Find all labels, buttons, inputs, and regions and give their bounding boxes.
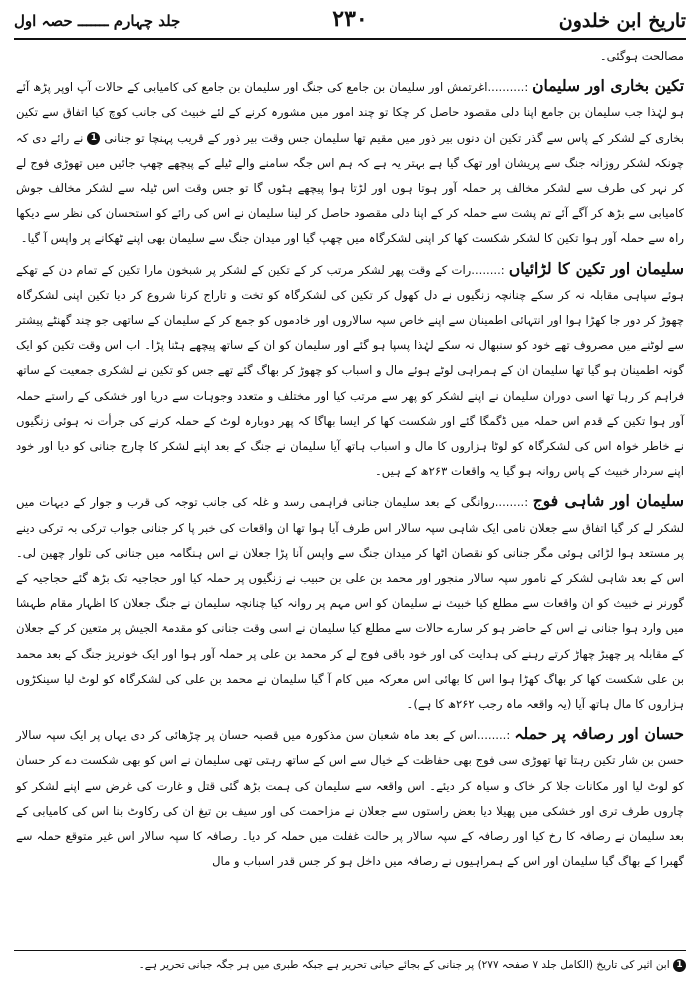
footnote-text: ابن اثیر کی تاریخ (الکامل جلد ۷ صفحہ ۲۷۷) پر جنانی کے بجائے حیانی تحریر ہے جبکہ طبری میں ہر جگہ جبانی تحریر ہے۔ [138, 959, 670, 971]
footnote-rule [14, 950, 686, 951]
page-header [14, 6, 686, 36]
footnote-number-icon: 1 [673, 959, 686, 972]
lead-line: مصالحت ہوگئی۔ [599, 49, 684, 63]
section-3 [16, 488, 684, 717]
section-text-cont: نے رائے دی کہ چونکہ لشکر روزانہ جنگ سے پریشان اور تھک گیا ہے بہتر یہ ہے کہ ہم اس جگہ سامنے والے ٹیلے کے پیچھے چھپ جائیں میں تھوڑی فوج لے کر نہر کی طرف سے لشکر مخالف پر حملہ آور ہوتا ہوں اور لڑتا ہوا پیچھے ہٹوں گا تو جس وقت اس ٹیلہ سے لشکر مخالف جوش کامیابی سے بڑھ کر آگے آئے تم پشت سے حملہ کر کے اپنا دلی مقصود حاصل کر لینا سلیمان نے اس کی رائے کو استحسان کی نظر سے دیکھا راہ سے حملہ آور ہوا تکین کا لشکر شکست کھا کر اپنی لشکرگاہ میں چھپ گیا اور میدان جنگ سے سلیمان بھی اپنے ٹھکانے پر واپس آ گیا۔ [16, 130, 684, 246]
section-2 [16, 256, 684, 485]
header-rule [14, 38, 686, 40]
section-heading: سلیمان اور تکین کا لڑائیاں [508, 258, 685, 278]
section-heading: سلیمان اور شاہی فوج [532, 491, 684, 511]
book-title: تاریخ ابن خلدون [558, 10, 686, 32]
section-1 [16, 73, 684, 251]
section-text: :..........اغرتمش اور سلیمان بن جامع کی جنگ اور سلیمان بن جامع کی کامیابی کے حالات آپ اوپر پڑھ آئے ہو لہٰذا جب سلیمان بن جامع اپنا دلی مقصود حاصل کر چکا تو چند امور میں مشورہ کرنے کے لئے خبیث کی جانب کوچ کیا اتفاق سے تکین بخاری کے لشکر کے پاس سے گذر تکین ان دنوں بیر ذور میں مقیم تھا سلیمان جس وقت بیر ذور کے قریب پہنچا تو جنانی [16, 80, 685, 145]
section-4 [16, 721, 684, 874]
footnote [14, 956, 686, 974]
page-number: ۲۳۰ [332, 6, 368, 32]
volume-label: جلد چہارم ـــــــ حصہ اول [14, 12, 181, 30]
section-text: :........اس کے بعد ماہ شعبان سن مذکورہ میں قصبہ حسان پر چڑھائی کر دی یہاں پر ایک سپہ سالار حسن بن شار تکین رہتا تھا تھوڑی سی فوج بھی حفاظت کے خیال سے اس کے ساتھ رہتی تھی سلیمان نے اس کو بھی شکست دے کر حسان کو لوٹ لیا اور مکانات جلا کر خاک و سیاہ کر دیئے۔ اس واقعہ سے سلیمان کی ہمت بڑھ گئی قتل و غارت کی غرض سے اپنے لشکر کو چاروں طرف تری اور خشکی میں پھیلا دیا بعض راستوں سے جعلان نے مزاحمت کی اور سیف بن تیغ ان کی رکاوٹ بنا اس کی کامیابی کے بعد سلیمان نے رصافہ کا رخ کیا اور رصافہ کے سپہ سالار پر حالت غفلت میں حملہ کر دیا۔ رصافہ کا سپہ سالار اس غیر متوقع حملہ سے گھبرا کے بھاگ گیا سلیمان اور اس کے ہمراہیوں نے رصافہ میں داخل ہو کر جس قدر اسباب و مال [16, 728, 684, 869]
page-body [16, 44, 684, 879]
section-heading: تکین بخاری اور سلیمان [532, 76, 685, 96]
section-heading: حسان اور رصافہ پر حملہ [514, 724, 685, 744]
section-text: :........رات کے وقت پھر لشکر مرتب کر کے تکین کے لشکر پر شبخون مارا تکین کے تمام دن کے تھکے ہوئے سپاہی مقابلہ نہ کر سکے چنانچہ زنگیوں نے دل کھول کر تکین کی لشکرگاہ کو تخت و تاراج کرنا شروع کر دیا تکین اپنی لشکرگاہ چھوڑ کر دور جا کھڑا ہوا اور انتہائی اطمینان سے اپنے خاص سپہ سالاروں اور خادموں کو جمع کر کے سلیمان کے ساتھی جو چند گھنٹے پیشتر سے لوٹنے میں مصروف تھے خود کو سنبھال نہ سکے لہٰذا پسپا ہو گئے اور سلیمان کو ان کے ساتھ پیچھے ہٹنا پڑا۔ اب اس وقت تکین کو ایک گونہ اطمینان ہو گیا تھا سلیمان ان کے ہمراہی لوٹے ہوئے مال و اسباب کو چھوڑ کر بھاگ گئے تھے جس کو تکین نے لشکری جمعیت کے ساتھ فراہم کر رہا تھا اسی دوران سلیمان نے اپنے لشکر کو پھر سے مرتب کیا اور مختلف و متعدد وجوہات سے دریا اور خشکی کے راستے حملہ آور ہوا تکین کے قدم اس حملہ میں ڈگمگا گئے اور شکست کھا کر ایسا بھاگا کہ پھر دوبارہ لوٹ کے حملہ کرنے کی جرأت نہ ہوئی زنگیوں نے خاطر خواہ اس کی لشکرگاہ کو لوٹا ہزاروں کا مال و اسباب ہاتھ آیا سلیمان نے جنگ کے بعد اپنے لشکر کا چارج جنانی کو دیا اور خود اپنے سردار خبیث کے پاس روانہ ہو گیا یہ واقعات ۲۶۳ھ کے ہیں۔ [16, 262, 684, 479]
section-text: :........روانگی کے بعد سلیمان جنانی فراہمی رسد و غلہ کی جانب توجہ کی قرب و جوار کے دیہات میں لشکر لے کر گیا اتفاق سے جعلان نامی ایک شاہی سپہ سالار اس طرف آیا ہوا تھا ان واقعات کی خبر پا کر جنانی جواب ترکی بہ ترکی دینے پر مستعد ہوا لڑائی ہوئی مگر جنانی کو نقصان اٹھا کر میدان جنگ سے واپس آنا پڑا جعلان نے اس ہنگامہ میں جنانی کی تلوار چھین لی۔ اس کے بعد شاہی لشکر کے نامور سپہ سالار منجور اور محمد بن علی بن حبیب نے زنگیوں پر حملہ کیا اور حجاجیہ تک بڑھ گئے حجاجیہ کے گورنر نے خبیث کو ان واقعات سے مطلع کیا خبیث نے سلیمان کو اس مہم پر روانہ کیا چنانچہ سلیمان نے جنگ جعلان کا اظہار مقام طہشا میں وارد ہوا جنانی نے اس کے حاضر ہو کر سارے حالات سے مطلع کیا سلیمان نے اسی وقت جنانی کو مقدمۃ الجیش پر متعین کر کے جعلان کے مقابلہ پر چھیڑ چھاڑ کرتے رہنے کی ہدایت کی اور خود باقی فوج لے کر محمد بن علی پر حملہ آور ہوا اور ایک خونریز جنگ کے بعد محمد بن علی شکست کھا کر بھاگ کھڑا ہوا اس کا بھائی اس معرکہ میں کام آ گیا سلیمان نے محمد بن علی کی لشکرگاہ کو لوٹ لیا سینکڑوں ہزاروں کا مال ہاتھ آیا (یہ واقعہ ماہ رجب ۲۶۲ھ کا ہے)۔ [16, 495, 684, 712]
footnote-marker-icon: 1 [87, 132, 100, 145]
